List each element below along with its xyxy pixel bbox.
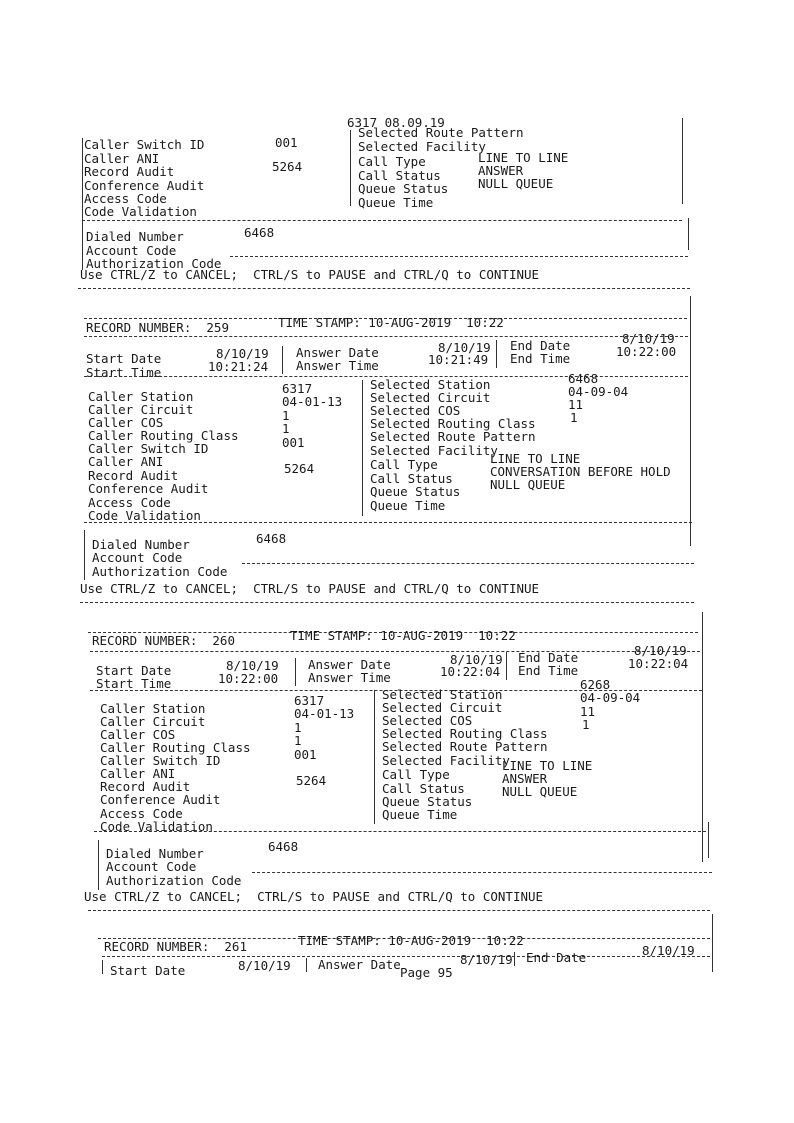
end-date: 8/10/19 [634,643,687,658]
caller-label-6: Record Audit [100,779,191,794]
answer-time: 10:22:04 [440,664,501,679]
record-number: RECORD NUMBER: 261 [104,939,247,954]
column-divider [362,380,363,516]
fragment-dialed-value: 6468 [244,225,275,240]
record-number: RECORD NUMBER: 260 [92,633,235,648]
fragment-authorization: Authorization Code [86,256,222,271]
caller-label-7: Conference Audit [88,481,209,496]
fragment-rlabel-2: Call Type [358,154,426,169]
caller-value-3: 1 [282,421,290,436]
caller-value-0: 6317 [282,381,313,396]
divider [84,522,692,523]
left-border [84,530,85,580]
selected-label-4: Selected Route Pattern [382,739,548,754]
divider [88,910,710,911]
selected-value-2: 11 [580,704,596,719]
selected-value-0: 6468 [568,371,599,386]
selected-label-1: Selected Circuit [370,390,491,405]
end-time: 10:22:04 [628,656,689,671]
fragment-header: 6317 08.09.19 [347,115,445,130]
right-border [688,218,689,250]
record-number: RECORD NUMBER: 259 [86,320,229,335]
answer-date-label: Answer Date [308,657,391,672]
selected-value-1: 04-09-04 [568,384,629,399]
answer-time-label: Answer Time [296,358,379,373]
selected-label-3: Selected Routing Class [382,726,548,741]
end-date-label: End Date [510,338,571,353]
selected-value-3: 1 [570,410,578,425]
fragment-label-0: Caller Switch ID [84,137,205,152]
fragment-account: Account Code [86,243,177,258]
selected-label-7: Call Status [370,471,453,486]
left-border [82,138,83,270]
left-border [98,840,99,890]
selected-label-1: Selected Circuit [382,700,503,715]
right-border [702,612,703,862]
caller-label-4: Caller Switch ID [88,441,209,456]
divider [78,288,690,289]
fragment-rlabel-0: Selected Route Pattern [358,125,524,140]
selected-label-5: Selected Facility [370,443,498,458]
selected-label-0: Selected Station [382,687,503,702]
start-time-label: Start Time [96,676,172,691]
column-divider [496,340,497,368]
divider [102,956,710,957]
start-date: 8/10/19 [216,346,269,361]
divider [80,602,694,603]
caller-value-1: 04-01-13 [282,394,343,409]
fragment-rlabel-3: Call Status [358,168,441,183]
selected-value-0: 6268 [580,677,611,692]
start-date: 8/10/19 [226,658,279,673]
answer-date-label: Answer Date [296,345,379,360]
queue-status: NULL QUEUE [490,477,566,492]
cancel-instruction: Use CTRL/Z to CANCEL; CTRL/S to PAUSE and CTRL/Q to CONTINUE [80,581,540,596]
caller-label-9: Code Validation [88,508,201,523]
selected-label-9: Queue Time [370,498,446,513]
selected-label-2: Selected COS [370,403,461,418]
caller-value-3: 1 [294,733,302,748]
caller-value-6: 5264 [284,461,315,476]
page-number: Page 95 [400,965,453,980]
fragment-call-status: ANSWER [478,163,524,178]
caller-label-3: Caller Routing Class [100,740,251,755]
answer-time-label: Answer Time [308,670,391,685]
answer-date: 8/10/19 [438,340,491,355]
fragment-rlabel-1: Selected Facility [358,139,486,154]
fragment-label-2: Record Audit [84,164,175,179]
start-time: 10:21:24 [208,359,269,374]
start-date-label: Start Date [96,663,172,678]
account-code: Account Code [106,859,197,874]
caller-label-1: Caller Circuit [88,402,194,417]
column-divider [374,690,375,824]
fragment-dialed-label: Dialed Number [86,229,184,244]
selected-label-8: Queue Status [382,794,473,809]
selected-value-1: 04-09-04 [580,690,641,705]
answer-time: 10:21:49 [428,352,489,367]
selected-label-5: Selected Facility [382,753,510,768]
caller-label-8: Access Code [88,495,171,510]
caller-label-7: Conference Audit [100,792,221,807]
column-divider [295,658,296,686]
divider [230,256,688,257]
caller-value-4: 001 [294,747,317,762]
column-divider [282,346,283,374]
selected-label-2: Selected COS [382,713,473,728]
divider [242,563,694,564]
caller-label-4: Caller Switch ID [100,753,221,768]
call-type: LINE TO LINE [502,758,593,773]
start-time: 10:22:00 [218,671,279,686]
start-date-label: Start Date [86,351,162,366]
caller-label-6: Record Audit [88,468,179,483]
end-time-label: End Time [510,351,571,366]
caller-label-1: Caller Circuit [100,714,206,729]
right-border [708,822,709,858]
start-time-label: Start Time [86,365,162,380]
answer-date: 8/10/19 [460,952,513,967]
start-date: 8/10/19 [238,958,291,973]
caller-label-5: Caller ANI [88,454,164,469]
caller-label-3: Caller Routing Class [88,428,239,443]
caller-label-0: Caller Station [88,389,194,404]
dialed-number: 6468 [256,531,287,546]
fragment-value-0: 001 [275,135,298,150]
caller-value-6: 5264 [296,773,327,788]
fragment-label-3: Conference Audit [84,178,205,193]
selected-label-3: Selected Routing Class [370,416,536,431]
call-status: ANSWER [502,771,548,786]
caller-value-0: 6317 [294,693,325,708]
caller-label-8: Access Code [100,806,183,821]
fragment-queue-status: NULL QUEUE [478,176,554,191]
dialed-number-label: Dialed Number [92,537,190,552]
end-time-label: End Time [518,663,579,678]
caller-label-9: Code Validation [100,819,213,834]
fragment-label-4: Access Code [84,191,167,206]
fragment-label-1: Caller ANI [84,151,160,166]
selected-label-9: Queue Time [382,807,458,822]
account-code: Account Code [92,550,183,565]
dialed-number-label: Dialed Number [106,846,204,861]
caller-value-4: 001 [282,435,305,450]
selected-label-6: Call Type [382,767,450,782]
selected-label-4: Selected Route Pattern [370,429,536,444]
divider [82,220,682,221]
caller-label-2: Caller COS [88,415,164,430]
end-date: 8/10/19 [642,943,695,958]
fragment-call-type: LINE TO LINE [478,150,569,165]
call-type: LINE TO LINE [490,451,581,466]
cancel-instruction: Use CTRL/Z to CANCEL; CTRL/S to PAUSE and CTRL/Q to CONTINUE [80,267,540,282]
selected-value-2: 11 [568,397,584,412]
selected-label-8: Queue Status [370,484,461,499]
column-divider [350,130,351,206]
caller-label-5: Caller ANI [100,766,176,781]
right-border [690,296,691,546]
queue-status: NULL QUEUE [502,784,578,799]
answer-date: 8/10/19 [450,652,503,667]
right-border [712,914,713,972]
selected-value-3: 1 [582,717,590,732]
answer-date-label: Answer Date [318,957,401,972]
fragment-value-1: 5264 [272,159,303,174]
column-divider [506,652,507,680]
selected-label-7: Call Status [382,781,465,796]
end-date-label: End Date [518,650,579,665]
selected-label-0: Selected Station [370,377,491,392]
start-date-label: Start Date [110,963,186,978]
right-border [682,118,683,204]
column-divider [306,958,307,972]
end-time: 10:22:00 [616,344,677,359]
call-status: CONVERSATION BEFORE HOLD [490,464,671,479]
divider [94,831,706,832]
column-divider [514,952,515,966]
authorization-code: Authorization Code [106,873,242,888]
fragment-label-5: Code Validation [84,204,197,219]
end-date: 8/10/19 [622,331,675,346]
caller-label-2: Caller COS [100,727,176,742]
time-stamp: TIME STAMP: 10-AUG-2019 10:22 [290,628,516,643]
fragment-rlabel-4: Queue Status [358,181,449,196]
caller-label-0: Caller Station [100,701,206,716]
divider [252,872,712,873]
caller-value-2: 1 [282,408,290,423]
fragment-rlabel-5: Queue Time [358,195,434,210]
caller-value-1: 04-01-13 [294,706,355,721]
time-stamp: TIME STAMP: 10-AUG-2019 10:22 [298,933,524,948]
authorization-code: Authorization Code [92,564,228,579]
cancel-instruction: Use CTRL/Z to CANCEL; CTRL/S to PAUSE and CTRL/Q to CONTINUE [84,889,544,904]
selected-label-6: Call Type [370,457,438,472]
divider [90,651,700,652]
dialed-number: 6468 [268,839,299,854]
caller-value-2: 1 [294,720,302,735]
time-stamp: TIME STAMP: 10-AUG-2019 10:22 [278,315,504,330]
end-date-label: End Date [526,950,587,965]
left-border [102,960,103,974]
divider [84,336,688,337]
